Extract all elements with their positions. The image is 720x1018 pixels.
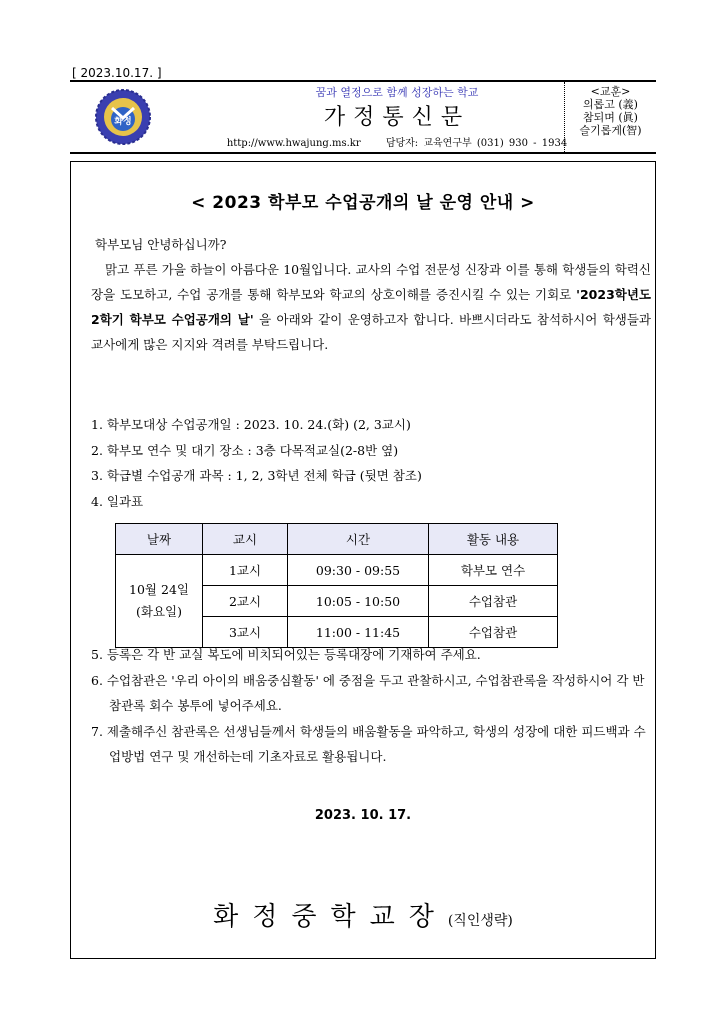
notice-body — [70, 161, 656, 959]
sign-date: 2023. 10. 17. — [314, 808, 412, 823]
list-item: 2. 학부모 연수 및 대기 장소 : 3층 다목적교실(2-8반 옆) — [91, 442, 399, 458]
notice-title: < 2023 학부모 수업공개의 날 운영 안내 > — [191, 193, 535, 213]
principal-signature — [71, 896, 655, 933]
header-center — [177, 82, 617, 152]
intro-paragraph — [91, 232, 651, 357]
body-highlight: '2023학년도 2학기 학부모 수업공개의 날' — [91, 287, 651, 327]
notes-list — [91, 642, 657, 770]
website-link[interactable]: http://www.hwajung.ms.kr — [226, 138, 361, 149]
date-tag: [ 2023.10.17. ] — [72, 66, 162, 80]
motto-line: 슬기롭게(智) — [579, 124, 642, 137]
activity-cell: 학부모 연수 — [429, 555, 558, 586]
motto-line: 의롭고 (義) — [583, 98, 638, 111]
school-logo-icon — [94, 88, 152, 146]
schedule-table — [115, 523, 558, 648]
header-cell: 시간 — [288, 524, 429, 555]
period-cell: 3교시 — [203, 617, 288, 648]
list-item: 1. 학부모대상 수업공개일 : 2023. 10. 24.(화) (2, 3교시) — [91, 417, 411, 432]
header-info — [177, 134, 617, 149]
info-list — [91, 412, 651, 514]
list-item: 3. 학급별 수업공개 과목 : 1, 2, 3학년 전체 학급 (뒷면 참조) — [91, 468, 422, 483]
period-cell: 1교시 — [203, 555, 288, 586]
time-cell: 11:00 - 11:45 — [288, 617, 429, 648]
activity-cell: 수업참관 — [429, 586, 558, 617]
newsletter-header — [70, 80, 656, 154]
body-after: 을 아래와 같이 운영하고자 합니다. 바쁘시더라도 참석하시어 학생들과 교사에게 많은 지지와 격려를 부탁드립니다. — [91, 312, 651, 352]
period-cell: 2교시 — [203, 586, 288, 617]
time-cell: 09:30 - 09:55 — [288, 555, 429, 586]
activity-cell: 수업참관 — [429, 617, 558, 648]
motto-title: <교훈> — [590, 85, 631, 98]
date-cell — [116, 555, 203, 648]
list-item: 4. 일과표 — [91, 493, 144, 509]
table-header-row — [116, 524, 558, 555]
header-cell: 활동 내용 — [429, 524, 558, 555]
header-cell: 교시 — [203, 524, 288, 555]
time-cell: 10:05 - 10:50 — [288, 586, 429, 617]
note-item: 5. 등록은 각 반 교실 복도에 비치되어있는 등록대장에 기재하여 주세요. — [91, 647, 481, 662]
date-line: 10월 24일 — [129, 582, 189, 597]
note-item: 7. 제출해주신 참관록은 선생님들께서 학생들의 배움활동을 파악하고, 학생의 성장에 대한 피드백과 수업방법 연구 및 개선하는데 기초자료로 활용됩니다. — [91, 723, 646, 764]
school-slogan: 꿈과 열정으로 함께 성장하는 학교 — [315, 86, 479, 99]
newsletter-title: 가정통신문 — [323, 105, 471, 130]
greeting: 학부모님 안녕하십니까? — [95, 237, 227, 252]
date-line: (화요일) — [136, 604, 182, 619]
school-motto — [564, 82, 656, 152]
contact-info: 담당자: 교육연구부 (031) 930 - 1934 — [385, 138, 568, 149]
header-cell: 날짜 — [116, 524, 203, 555]
seal-note: (직인생략) — [447, 913, 513, 929]
logo-text: 화정 — [114, 117, 132, 127]
motto-line: 참되며 (眞) — [583, 111, 638, 124]
note-item: 6. 수업참관은 '우리 아이의 배움중심활동' 에 중점을 두고 관찰하시고, 수업참관록을 작성하시어 각 반 참관록 회수 봉투에 넣어주세요. — [91, 672, 645, 713]
principal-name: 화정중학교장 — [213, 902, 448, 932]
table-row — [116, 555, 558, 586]
body-before: 맑고 푸른 가을 하늘이 아름다운 10월입니다. 교사의 수업 전문성 신장과 이를 통해 학생들의 학력신장을 도모하고, 수업 공개를 통해 학부모와 학교의 상호이해를 증진시킬 수 있는 기회로 — [91, 262, 651, 302]
